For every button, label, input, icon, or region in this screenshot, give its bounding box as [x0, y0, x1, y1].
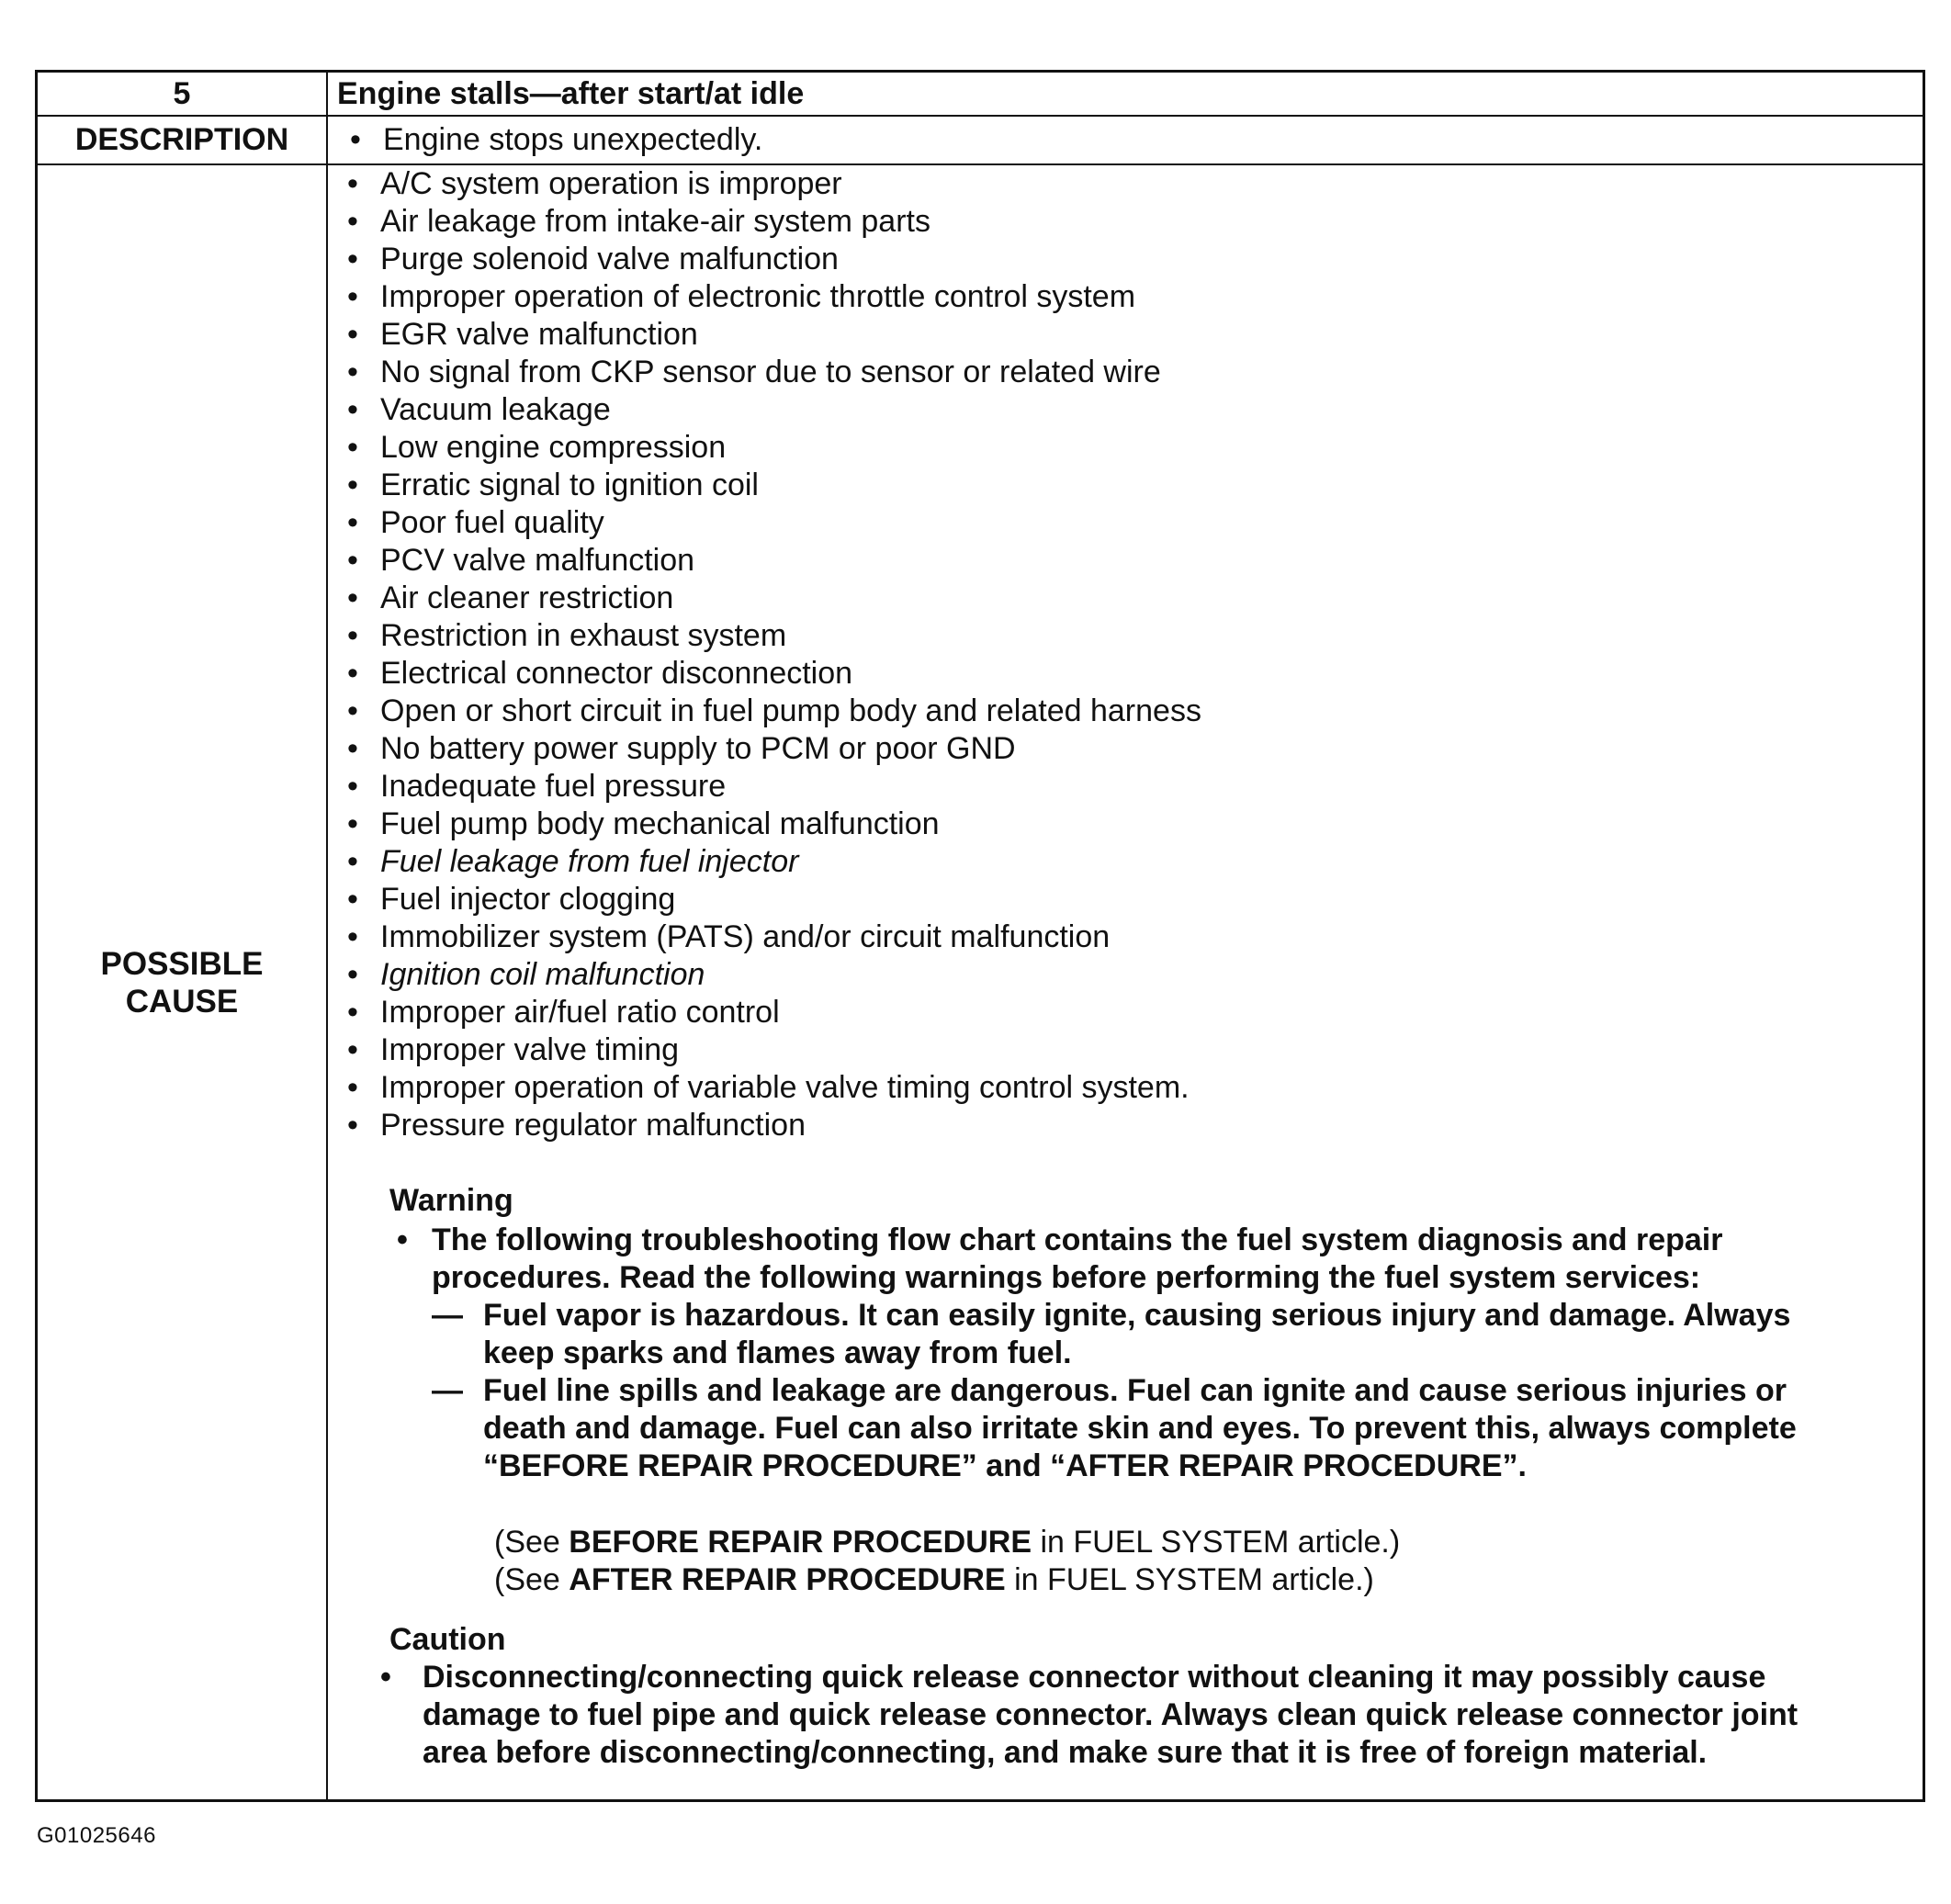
- warning-text: Fuel vapor is hazardous. It can easily ignite, causing serious injury and damage. Always: [483, 1298, 1791, 1333]
- reference-line: [494, 1561, 1934, 1599]
- bullet-icon: •: [347, 769, 358, 804]
- bullet-icon: •: [347, 844, 358, 879]
- bullet-icon: •: [347, 279, 358, 314]
- list-item: [338, 278, 1942, 316]
- description-label-cell: [38, 117, 326, 163]
- cause-text: Open or short circuit in fuel pump body and related harness: [380, 693, 1201, 728]
- bullet-icon: •: [347, 166, 358, 201]
- cause-text: Low engine compression: [380, 430, 727, 465]
- list-item: [338, 994, 1942, 1031]
- row-number-cell: [38, 73, 326, 115]
- caution-text: area before disconnecting/connecting, and make sure that it is free of foreign material.: [423, 1735, 1708, 1770]
- cause-text: No battery power supply to PCM or poor GND: [380, 731, 1016, 766]
- symptom-title: Engine stalls—after start/at idle: [337, 75, 805, 111]
- bullet-icon: •: [347, 995, 358, 1030]
- bullet-icon: •: [347, 693, 358, 728]
- caution-text: damage to fuel pipe and quick release connector. Always clean quick release connector joint: [423, 1697, 1799, 1732]
- reference-procedure: AFTER REPAIR PROCEDURE: [569, 1562, 1006, 1597]
- caution-item: [373, 1659, 1934, 1772]
- bullet-icon: •: [347, 468, 358, 502]
- row-number: 5: [173, 75, 191, 111]
- list-item: [338, 429, 1942, 467]
- list-item: [338, 203, 1942, 241]
- possible-cause-label-cell: [38, 165, 326, 1799]
- cause-text: Improper valve timing: [380, 1032, 680, 1067]
- list-item: [338, 918, 1942, 956]
- column-divider: [326, 73, 328, 1799]
- caution-heading: Caution: [389, 1622, 506, 1657]
- warning-heading: Warning: [389, 1183, 513, 1218]
- bullet-icon: •: [347, 430, 358, 465]
- cause-text: Immobilizer system (PATS) and/or circuit malfunction: [380, 919, 1111, 954]
- warning-text: Fuel line spills and leakage are dangerous. Fuel can ignite and cause serious injuries or: [483, 1373, 1787, 1408]
- cause-text: Poor fuel quality: [380, 505, 604, 540]
- list-item: [338, 241, 1942, 278]
- cause-text: Improper operation of electronic throttle control system: [380, 279, 1136, 314]
- cause-text: Fuel leakage from fuel injector: [380, 844, 799, 879]
- dash-icon: —: [432, 1298, 463, 1333]
- possible-cause-label: POSSIBLE: [100, 945, 264, 982]
- bullet-icon: •: [347, 1032, 358, 1067]
- list-item: [338, 391, 1942, 429]
- bullet-icon: •: [347, 656, 358, 691]
- bullet-icon: •: [347, 355, 358, 389]
- cause-text: Vacuum leakage: [380, 392, 611, 427]
- list-item: [338, 881, 1942, 918]
- list-item: [338, 542, 1942, 580]
- description-label: DESCRIPTION: [74, 122, 289, 157]
- cause-text: Fuel injector clogging: [380, 882, 676, 917]
- cause-text: Fuel pump body mechanical malfunction: [380, 806, 940, 841]
- bullet-icon: •: [347, 505, 358, 540]
- list-item: [338, 730, 1942, 768]
- reference-line: [494, 1524, 1934, 1561]
- bullet-icon: •: [347, 806, 358, 841]
- bullet-icon: •: [347, 242, 358, 276]
- list-item: [338, 768, 1942, 806]
- warning-item: [389, 1222, 1934, 1297]
- list-item: [338, 843, 1942, 881]
- bullet-icon: •: [347, 618, 358, 653]
- bullet-icon: •: [347, 882, 358, 917]
- reference-prefix: (See: [494, 1562, 570, 1597]
- cause-text: Improper operation of variable valve timing control system.: [380, 1070, 1190, 1105]
- dash-icon: —: [432, 1373, 463, 1408]
- list-item: [338, 467, 1942, 504]
- reference-prefix: (See: [494, 1525, 570, 1560]
- cause-text: Electrical connector disconnection: [380, 656, 853, 691]
- list-item: [338, 354, 1942, 391]
- bullet-icon: •: [347, 204, 358, 239]
- bullet-icon: •: [347, 957, 358, 992]
- bullet-icon: •: [347, 580, 358, 615]
- bullet-icon: •: [350, 122, 361, 157]
- list-item: [338, 1031, 1942, 1069]
- description-cell: [341, 117, 1913, 163]
- warning-text: “BEFORE REPAIR PROCEDURE” and “AFTER REPAIR PROCEDURE”.: [483, 1448, 1527, 1483]
- cause-text: Purge solenoid valve malfunction: [380, 242, 839, 276]
- cause-text: Air leakage from intake-air system parts: [380, 204, 930, 239]
- cause-text: Inadequate fuel pressure: [380, 769, 727, 804]
- warning-text: procedures. Read the following warnings before performing the fuel system services:: [432, 1260, 1701, 1295]
- cause-text: EGR valve malfunction: [380, 317, 698, 352]
- list-item: [338, 580, 1942, 617]
- bullet-icon: •: [347, 543, 358, 578]
- figure-id: G01025646: [37, 1823, 156, 1848]
- list-item: [338, 165, 1942, 203]
- cause-text: Improper air/fuel ratio control: [380, 995, 780, 1030]
- bullet-icon: •: [347, 1070, 358, 1105]
- cause-text: Restriction in exhaust system: [380, 618, 787, 653]
- list-item: [338, 806, 1942, 843]
- list-item: [338, 655, 1942, 693]
- cause-list: [338, 165, 1942, 1144]
- warning-text: death and damage. Fuel can also irritate skin and eyes. To prevent this, always complete: [483, 1411, 1797, 1446]
- cause-text: A/C system operation is improper: [380, 166, 842, 201]
- cause-text: Air cleaner restriction: [380, 580, 674, 615]
- bullet-icon: •: [347, 731, 358, 766]
- cause-text: Pressure regulator malfunction: [380, 1108, 806, 1143]
- reference-block: [494, 1524, 1934, 1599]
- list-item: [338, 693, 1942, 730]
- warning-text: The following troubleshooting flow chart contains the fuel system diagnosis and repair: [432, 1222, 1723, 1257]
- list-item: [338, 956, 1942, 994]
- list-item: [338, 1107, 1942, 1144]
- bullet-icon: •: [397, 1222, 408, 1257]
- safety-notes: [380, 1182, 1934, 1772]
- warning-subitem: [432, 1297, 1934, 1372]
- warning-text: keep sparks and flames away from fuel.: [483, 1335, 1072, 1370]
- caution-text: Disconnecting/connecting quick release connector without cleaning it may possibly cause: [423, 1660, 1766, 1695]
- cause-text: Erratic signal to ignition coil: [380, 468, 759, 502]
- cause-text: No signal from CKP sensor due to sensor or related wire: [380, 355, 1161, 389]
- cause-text: Ignition coil malfunction: [380, 957, 705, 992]
- possible-cause-label: CAUSE: [125, 983, 239, 1020]
- warning-subitem: [432, 1372, 1934, 1485]
- cause-text: PCV valve malfunction: [380, 543, 695, 578]
- symptom-title-cell: [337, 73, 1913, 115]
- list-item: [338, 504, 1942, 542]
- bullet-icon: •: [347, 392, 358, 427]
- list-item: [338, 316, 1942, 354]
- reference-suffix: in FUEL SYSTEM article.): [1005, 1562, 1374, 1597]
- bullet-icon: •: [347, 317, 358, 352]
- bullet-icon: •: [347, 919, 358, 954]
- reference-suffix: in FUEL SYSTEM article.): [1032, 1525, 1401, 1560]
- list-item: [338, 1069, 1942, 1107]
- reference-procedure: BEFORE REPAIR PROCEDURE: [569, 1525, 1032, 1560]
- description-text: Engine stops unexpectedly.: [383, 122, 763, 157]
- bullet-icon: •: [347, 1108, 358, 1143]
- list-item: [338, 617, 1942, 655]
- bullet-icon: •: [380, 1660, 391, 1695]
